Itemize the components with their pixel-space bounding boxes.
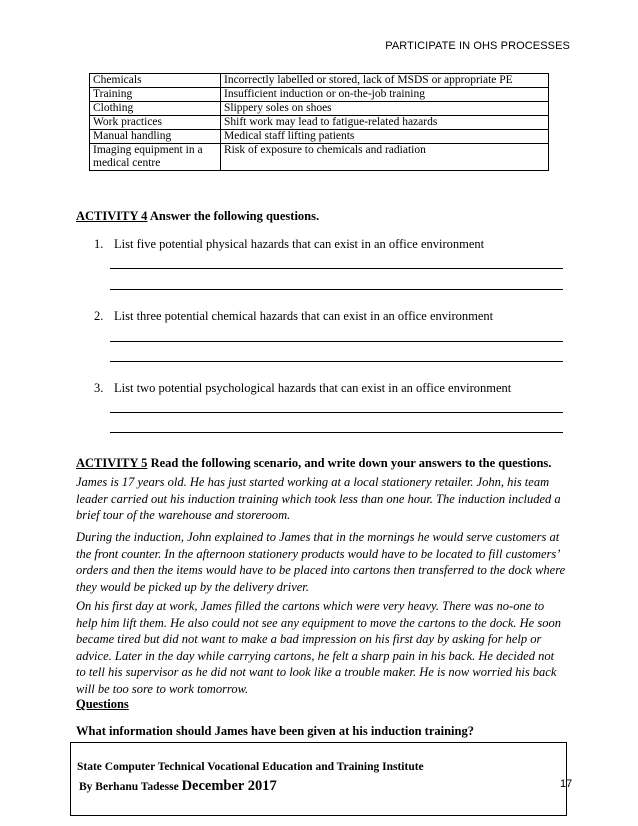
page-number: 17 [560,778,573,790]
question-1 [94,237,484,252]
question-text: List two potential psychological hazards that can exist in an office environment [114,381,512,395]
question-number: 3. [94,381,104,395]
hazard-example-cell: Medical staff lifting patients [221,130,549,144]
table-row [90,88,549,102]
table-row [90,102,549,116]
footer-author-line [79,778,277,795]
scenario-paragraph: James is 17 years old. He has just started working at a local stationery retailer. John, his team leader carried out his induction training which took less than one hour. The induction included a brief tour of the warehouse and storeroom. [76,475,561,523]
hazard-category-cell: Imaging equipment in a medical centre [90,144,221,171]
questions-heading: Questions [76,697,129,711]
footer-date: December 2017 [181,778,277,794]
table-row [90,144,549,171]
answer-line[interactable] [110,361,563,362]
question-number: 1. [94,237,104,251]
hazard-example-cell: Insufficient induction or on-the-job training [221,88,549,102]
activity-5-heading [76,456,551,471]
question-text: List three potential chemical hazards that can exist in an office environment [114,309,494,323]
scenario-paragraph: On his first day at work, James filled the cartons which were very heavy. There was no-one to help him lift them. He also could not see any equipment to move the cartons to the dock. He soon became tired but did not want to make a bad impression on his first day by asking for help or advice. Later in the day while carrying cartons, he felt a sharp pain in his back. He decided not to tell his supervisor as he did not want to look like a trouble maker. He is now worried his back will be too sore to work tomorrow. [76,599,561,696]
activity-4-heading [76,209,319,224]
hazard-example-cell: Slippery soles on shoes [221,102,549,116]
question-number: 2. [94,309,104,323]
hazard-example-cell: Incorrectly labelled or stored, lack of MSDS or appropriate PE [221,74,549,88]
activity-5-question-1: What information should James have been given at his induction training? [76,724,474,738]
question-2 [94,309,493,324]
activity-5-label: ACTIVITY 5 [76,456,148,470]
answer-line[interactable] [110,412,563,413]
activity-4-label: ACTIVITY 4 [76,209,148,223]
question-3 [94,381,511,396]
footer-author: By Berhanu Tadesse [79,781,182,793]
hazard-example-cell: Shift work may lead to fatigue-related hazards [221,116,549,130]
activity-5-instruction: Read the following scenario, and write down your answers to the questions. [147,456,552,470]
hazard-category-cell: Training [90,88,221,102]
hazard-category-cell: Manual handling [90,130,221,144]
answer-line[interactable] [110,341,563,342]
hazard-table [89,73,549,171]
activity-4-instruction: Answer the following questions. [147,209,320,223]
page-header: PARTICIPATE IN OHS PROCESSES [385,40,570,52]
answer-line[interactable] [110,268,563,269]
hazard-category-cell: Work practices [90,116,221,130]
table-row [90,116,549,130]
scenario-paragraph: During the induction, John explained to James that in the mornings he would serve customers at the front counter. In the afternoon stationery products would have to be located to fill customers’ orders and then the items would have to be placed into cartons then transferred to the dock where they would be picked up by the delivery driver. [76,530,566,594]
question-text: List five potential physical hazards that can exist in an office environment [114,237,485,251]
footer-institute: State Computer Technical Vocational Education and Training Institute [77,761,424,773]
hazard-example-cell: Risk of exposure to chemicals and radiation [221,144,549,171]
answer-line[interactable] [110,432,563,433]
table-row [90,74,549,88]
table-row [90,130,549,144]
answer-line[interactable] [110,289,563,290]
hazard-category-cell: Chemicals [90,74,221,88]
hazard-category-cell: Clothing [90,102,221,116]
page-footer [70,742,567,816]
